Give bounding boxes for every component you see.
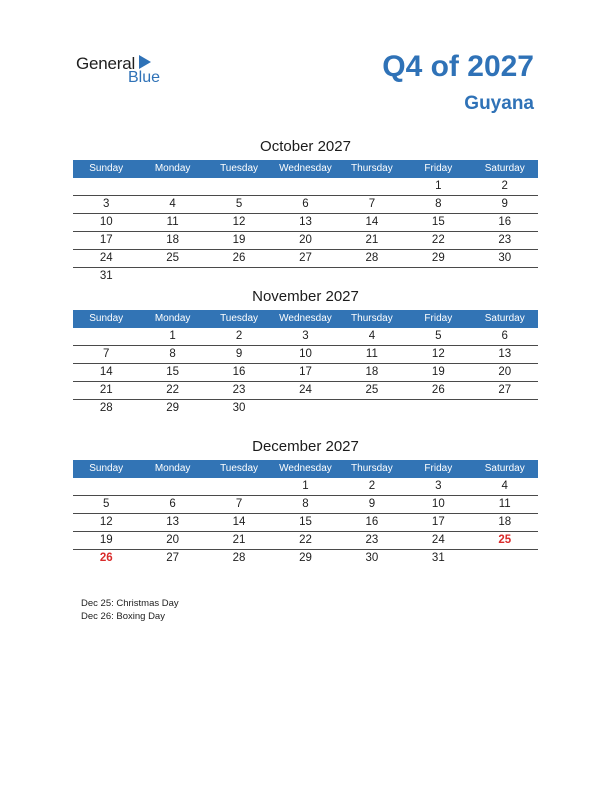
day-cell: 17 xyxy=(299,366,312,378)
holiday-notes xyxy=(81,597,179,623)
day-cell: 24 xyxy=(431,534,445,546)
day-cell: 20 xyxy=(166,534,180,546)
day-cell: 13 xyxy=(299,216,312,228)
day-cell: 24 xyxy=(299,384,312,396)
week-row xyxy=(73,346,538,364)
day-cell: 1 xyxy=(169,330,176,342)
day-cell: 3 xyxy=(302,330,309,342)
day-cell: 2 xyxy=(368,480,376,492)
week-row xyxy=(73,514,538,532)
brand-name-blue: Blue xyxy=(128,69,161,86)
weekday-header xyxy=(73,460,538,478)
brand-logo xyxy=(76,52,176,88)
day-cell: 15 xyxy=(299,516,312,528)
weekday-label: Wednesday xyxy=(279,463,332,474)
day-cell: 17 xyxy=(431,516,445,528)
day-cell xyxy=(339,400,405,417)
day-cell: 16 xyxy=(365,516,379,528)
day-cell: 27 xyxy=(166,552,180,564)
day-cell: 3 xyxy=(103,198,110,210)
day-cell: 26 xyxy=(99,552,113,564)
day-cell: 20 xyxy=(299,234,312,246)
weekday-label: Thursday xyxy=(351,463,393,474)
weekday-label: Friday xyxy=(424,313,453,324)
day-cell: 29 xyxy=(166,402,180,414)
day-cell xyxy=(405,268,471,285)
day-cell: 8 xyxy=(435,198,442,210)
week-row xyxy=(73,250,538,268)
weekday-label: Sunday xyxy=(89,463,124,474)
day-cell: 22 xyxy=(166,384,180,396)
day-cell: 14 xyxy=(99,366,113,378)
day-cell: 31 xyxy=(99,270,113,282)
day-cell: 25 xyxy=(365,384,379,396)
day-cell xyxy=(139,478,205,495)
day-cell: 30 xyxy=(365,552,379,564)
day-cell: 2 xyxy=(235,330,243,342)
weekday-label: Wednesday xyxy=(279,313,332,324)
day-cell: 16 xyxy=(232,366,246,378)
day-cell: 28 xyxy=(232,552,246,564)
day-cell: 31 xyxy=(431,552,445,564)
day-cell: 6 xyxy=(501,330,508,342)
day-cell xyxy=(472,550,538,567)
day-cell xyxy=(206,178,272,195)
day-cell xyxy=(206,478,272,495)
weekday-label: Wednesday xyxy=(279,163,332,174)
day-cell: 5 xyxy=(103,498,110,510)
weekday-header xyxy=(73,310,538,328)
week-row xyxy=(73,400,538,417)
day-cell: 18 xyxy=(365,366,379,378)
week-row xyxy=(73,214,538,232)
week-row xyxy=(73,196,538,214)
week-row xyxy=(73,232,538,250)
day-cell: 6 xyxy=(169,498,176,510)
day-cell: 26 xyxy=(431,384,445,396)
week-row xyxy=(73,478,538,496)
day-cell: 29 xyxy=(299,552,312,564)
day-cell: 24 xyxy=(99,252,113,264)
day-cell xyxy=(139,178,205,195)
week-row xyxy=(73,550,538,567)
day-cell: 18 xyxy=(166,234,180,246)
week-row xyxy=(73,328,538,346)
day-cell: 30 xyxy=(232,402,246,414)
weekday-label: Tuesday xyxy=(220,313,259,324)
day-cell: 3 xyxy=(435,480,442,492)
day-cell: 7 xyxy=(103,348,110,360)
day-cell: 22 xyxy=(299,534,312,546)
weekday-label: Tuesday xyxy=(220,463,259,474)
day-cell: 2 xyxy=(501,180,508,192)
weekday-label: Friday xyxy=(424,463,453,474)
day-cell: 19 xyxy=(99,534,113,546)
weekday-label: Monday xyxy=(154,463,191,474)
month-calendar xyxy=(73,137,538,285)
day-cell xyxy=(472,268,538,285)
week-row xyxy=(73,364,538,382)
day-cell: 23 xyxy=(498,234,512,246)
weekday-label: Saturday xyxy=(484,313,525,324)
week-row xyxy=(73,382,538,400)
day-cell xyxy=(139,268,205,285)
day-cell: 8 xyxy=(169,348,176,360)
day-cell: 11 xyxy=(166,216,179,228)
day-cell: 8 xyxy=(302,498,309,510)
day-cell: 19 xyxy=(232,234,246,246)
day-cell xyxy=(272,400,338,417)
weekday-label: Sunday xyxy=(89,313,124,324)
month-calendar xyxy=(73,287,538,417)
day-cell: 16 xyxy=(498,216,512,228)
month-title: October 2027 xyxy=(260,138,351,155)
day-cell: 25 xyxy=(166,252,180,264)
weekday-label: Thursday xyxy=(351,313,393,324)
holiday-note: Dec 26: Boxing Day xyxy=(81,611,165,622)
day-cell: 5 xyxy=(435,330,442,342)
month-title: December 2027 xyxy=(252,438,359,455)
day-cell xyxy=(405,400,471,417)
day-cell: 28 xyxy=(365,252,379,264)
country-name: Guyana xyxy=(464,93,534,114)
day-cell: 7 xyxy=(235,498,243,510)
day-cell: 25 xyxy=(498,534,512,546)
day-cell: 10 xyxy=(99,216,113,228)
day-cell: 27 xyxy=(498,384,512,396)
day-cell: 1 xyxy=(435,180,442,192)
month-title: November 2027 xyxy=(252,288,359,305)
weekday-header xyxy=(73,160,538,178)
day-cell: 23 xyxy=(232,384,246,396)
day-cell: 17 xyxy=(99,234,113,246)
page-title: Q4 of 2027 xyxy=(382,50,534,83)
holiday-note: Dec 25: Christmas Day xyxy=(81,598,179,609)
day-cell: 29 xyxy=(431,252,445,264)
day-cell: 9 xyxy=(501,198,508,210)
day-cell: 19 xyxy=(431,366,445,378)
day-cell xyxy=(472,400,538,417)
day-cell: 5 xyxy=(235,198,243,210)
day-cell: 10 xyxy=(431,498,445,510)
day-cell: 23 xyxy=(365,534,379,546)
day-cell: 21 xyxy=(99,384,113,396)
day-cell: 10 xyxy=(299,348,312,360)
day-cell: 13 xyxy=(498,348,512,360)
weekday-label: Monday xyxy=(154,163,191,174)
day-cell: 26 xyxy=(232,252,246,264)
day-cell: 28 xyxy=(99,402,113,414)
day-cell: 12 xyxy=(99,516,113,528)
weekday-label: Monday xyxy=(154,313,191,324)
day-cell: 27 xyxy=(299,252,312,264)
week-row xyxy=(73,496,538,514)
day-cell: 21 xyxy=(232,534,246,546)
week-row xyxy=(73,532,538,550)
week-row xyxy=(73,178,538,196)
brand-name-general: General xyxy=(76,54,136,73)
brand-triangle-icon xyxy=(139,55,151,69)
day-cell: 20 xyxy=(498,366,512,378)
day-cell: 14 xyxy=(232,516,246,528)
day-cell xyxy=(73,178,139,195)
day-cell: 22 xyxy=(431,234,445,246)
day-cell: 4 xyxy=(368,330,376,342)
day-cell: 11 xyxy=(498,498,511,510)
day-cell: 6 xyxy=(302,198,309,210)
day-cell: 9 xyxy=(235,348,243,360)
day-cell: 14 xyxy=(365,216,379,228)
day-cell: 15 xyxy=(431,216,445,228)
weekday-label: Saturday xyxy=(484,163,525,174)
day-cell: 1 xyxy=(302,480,309,492)
day-cell xyxy=(73,328,139,345)
day-cell: 21 xyxy=(365,234,379,246)
day-cell: 4 xyxy=(501,480,508,492)
month-calendar xyxy=(73,437,538,567)
day-cell xyxy=(206,268,272,285)
day-cell: 4 xyxy=(169,198,176,210)
day-cell xyxy=(272,268,338,285)
weekday-label: Friday xyxy=(424,163,453,174)
week-row xyxy=(73,268,538,285)
day-cell: 11 xyxy=(365,348,378,360)
weekday-label: Saturday xyxy=(484,463,525,474)
day-cell: 9 xyxy=(368,498,376,510)
day-cell: 7 xyxy=(368,198,376,210)
day-cell: 30 xyxy=(498,252,512,264)
day-cell: 18 xyxy=(498,516,512,528)
day-cell xyxy=(73,478,139,495)
day-cell: 12 xyxy=(232,216,246,228)
day-cell xyxy=(339,178,405,195)
day-cell xyxy=(339,268,405,285)
day-cell: 12 xyxy=(431,348,445,360)
weekday-label: Thursday xyxy=(351,163,393,174)
day-cell: 13 xyxy=(166,516,180,528)
weekday-label: Tuesday xyxy=(220,163,259,174)
day-cell xyxy=(272,178,338,195)
day-cell: 15 xyxy=(166,366,180,378)
weekday-label: Sunday xyxy=(89,163,124,174)
